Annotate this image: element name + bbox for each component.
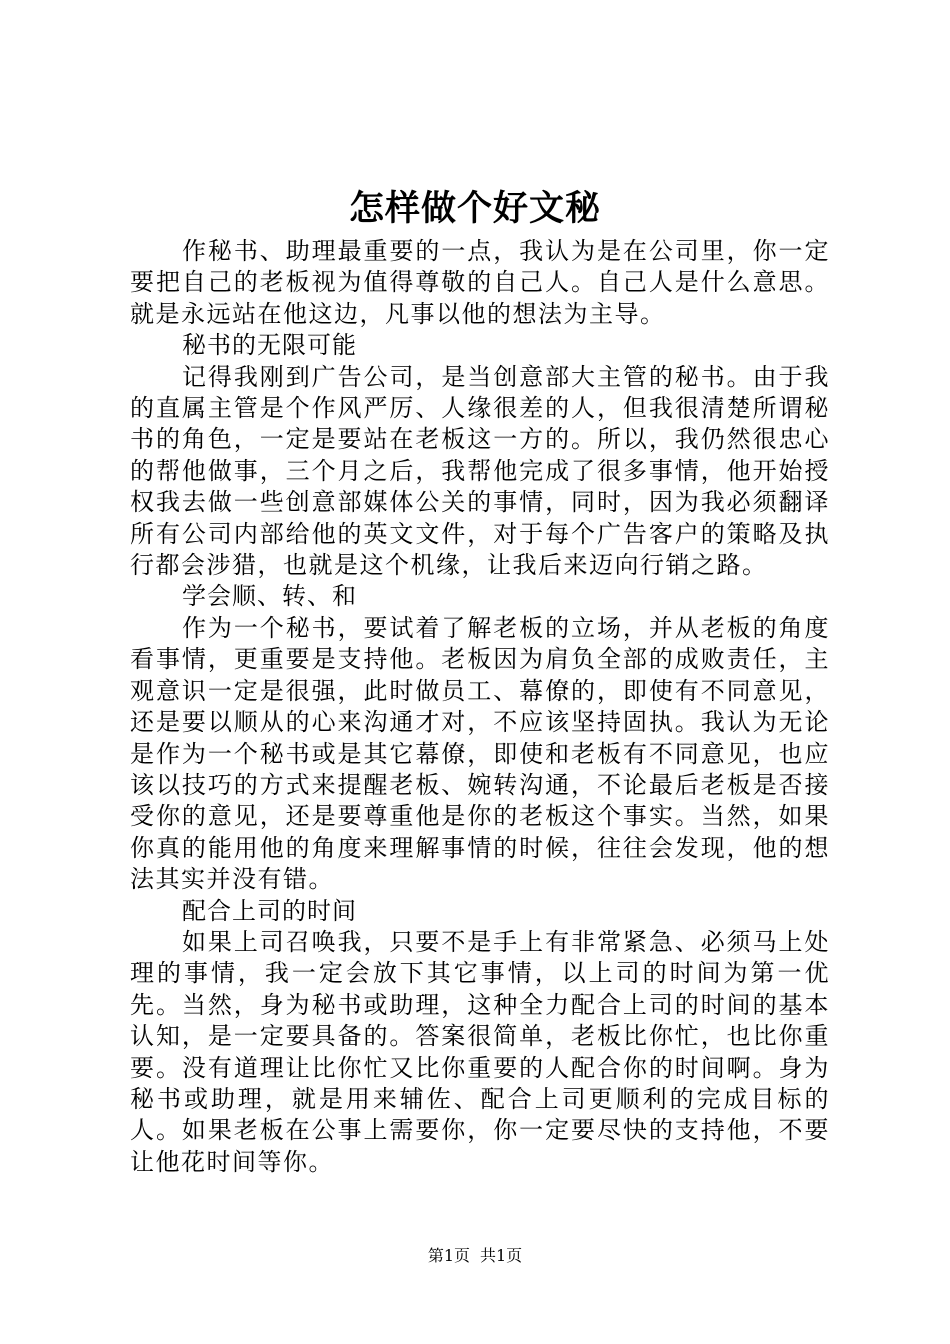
paragraph-boss-time: 如果上司召唤我，只要不是手上有非常紧急、必须马上处理的事情，我一定会放下其它事情，以上司的时间为第一优先。当然，身为秘书或助理，这种全力配合上司的时间的基本认知，是一定要具备的。答案很简单，老板比你忙，也比你重要。没有道理让比你忙又比你重要的人配合你的时间啊。身为秘书或助理，就是用来辅佐、配合上司更顺利的完成目标的人。如果老板在公事上需要你，你一定要尽快的支持他，不要让他花时间等你。 xyxy=(130,927,830,1176)
paragraph-ad-company-story: 记得我刚到广告公司，是当创意部大主管的秘书。由于我的直属主管是个作风严厉、人缘很差的人，但我很清楚所谓秘书的角色，一定是要站在老板这一方的。所以，我仍然很忠心的帮他做事，三个月之后，我帮他完成了很多事情，他开始授权我去做一些创意部媒体公关的事情，同时，因为我必须翻译所有公司内部给他的英文文件，对于每个广告客户的策略及执行都会涉猎，也就是这个机缘，让我后来迈向行销之路。 xyxy=(130,362,830,580)
page-total: 共1页 xyxy=(480,1246,523,1265)
section-heading-unlimited-possibility: 秘书的无限可能 xyxy=(182,331,357,360)
paragraph-intro: 作秘书、助理最重要的一点，我认为是在公司里，你一定要把自己的老板视为值得尊敬的自己人。自己人是什么意思。就是永远站在他这边，凡事以他的想法为主导。 xyxy=(130,237,830,328)
document-title: 怎样做个好文秘 xyxy=(348,188,601,229)
document-body xyxy=(130,236,830,1178)
page-footer xyxy=(0,1244,950,1268)
section-heading-boss-time: 配合上司的时间 xyxy=(182,896,357,925)
section-heading-shun-zhuan-he: 学会顺、转、和 xyxy=(182,582,357,611)
paragraph-support-boss: 作为一个秘书，要试着了解老板的立场，并从老板的角度看事情，更重要是支持他。老板因为肩负全部的成败责任，主观意识一定是很强，此时做员工、幕僚的，即使有不同意见，还是要以顺从的心来沟通才对，不应该坚持固执。我认为无论是作为一个秘书或是其它幕僚，即使和老板有不同意见，也应该以技巧的方式来提醒老板、婉转沟通，不论最后老板是否接受你的意见，还是要尊重他是你的老板这个事实。当然，如果你真的能用他的角度来理解事情的时候，往往会发现，他的想法其实并没有错。 xyxy=(130,613,830,894)
page-number: 第1页 xyxy=(427,1246,470,1265)
